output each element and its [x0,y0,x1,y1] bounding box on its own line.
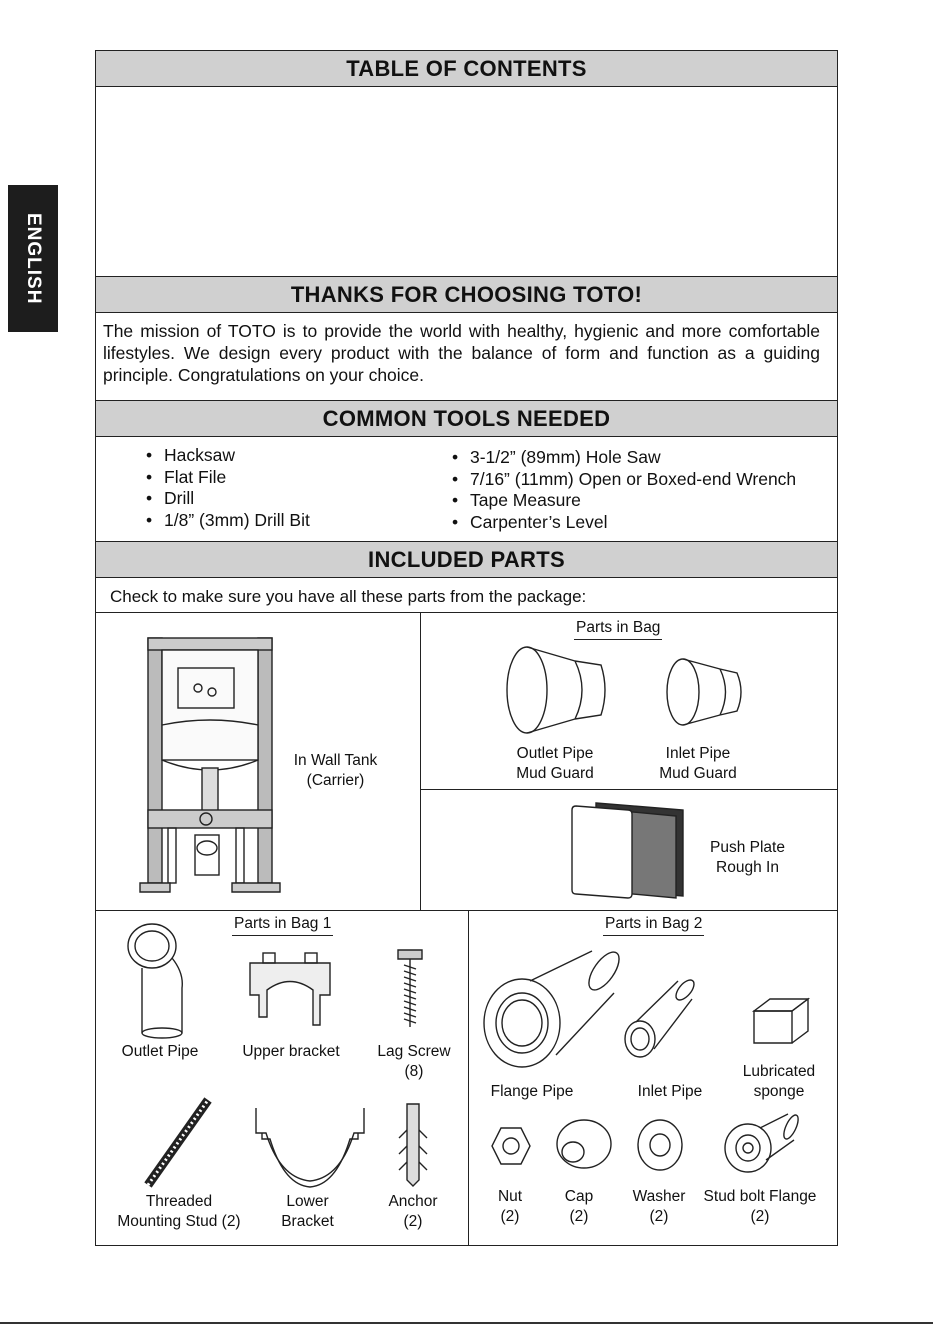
stud-bolt-flange-line1: Stud bolt Flange [703,1188,817,1205]
upper-bracket-icon [245,945,335,1030]
check-instruction: Check to make sure you have all these parts from the package: [110,587,587,606]
inlet-pipe-label: Inlet Pipe [637,1083,703,1100]
lower-bracket-label [270,1192,345,1232]
outlet-mud-guard-icon [505,645,605,735]
tool-item: • 1/8” (3mm) Drill Bit [146,510,310,532]
upper-bracket-label: Upper bracket [242,1043,340,1060]
tools-list-right [452,447,796,533]
tool-item: • Flat File [146,467,310,489]
bag-title: Parts in Bag [574,619,662,640]
washer-line2: (2) [649,1208,669,1225]
nut-line2: (2) [500,1208,520,1225]
language-tab-label: ENGLISH [23,212,44,305]
stud-bolt-flange-icon [722,1110,798,1175]
flange-pipe-icon [480,945,620,1075]
lower-bracket-icon [250,1103,370,1188]
tank-label-line2: (Carrier) [306,772,365,789]
outlet-mud-guard-label [505,744,605,784]
anchor-label [377,1192,449,1232]
lower-bracket-line2: Bracket [281,1213,334,1230]
nut-line1: Nut [497,1188,523,1205]
stud-bolt-flange-label [695,1187,825,1227]
thanks-header [95,276,838,313]
parts-header [95,541,838,578]
stud-line2: Mounting Stud (2) [117,1213,241,1230]
tool-item: • 3-1/2” (89mm) Hole Saw [452,447,796,469]
lubricated-sponge-icon [750,995,812,1047]
parts-title: INCLUDED PARTS [368,546,565,572]
toc-header [95,50,838,87]
inlet-mud-guard-label [648,744,748,784]
lag-screw-icon [395,945,425,1030]
cap-icon [555,1118,613,1170]
in-wall-tank-illustration [140,630,280,895]
washer-line1: Washer [632,1188,686,1205]
push-plate-line2: Rough In [716,859,779,876]
tool-item: • Hacksaw [146,445,310,467]
inlet-mud-guard-line1: Inlet Pipe [665,745,731,762]
stud-line1: Threaded [145,1193,213,1210]
inlet-pipe-icon [620,975,695,1060]
cap-line1: Cap [564,1188,594,1205]
tank-label [283,751,388,791]
divider [95,612,838,613]
thanks-title: THANKS FOR CHOOSING TOTO! [290,281,643,307]
tool-item: • 7/16” (11mm) Open or Boxed-end Wrench [452,469,796,491]
toc-title: TABLE OF CONTENTS [346,55,587,81]
outlet-mud-guard-line1: Outlet Pipe [516,745,594,762]
mission-paragraph: The mission of TOTO is to provide the world with healthy, hygienic and more comfortable lifestyles. We design every product with the balance of form and function as a guiding principle. Congratulations on your choice. [103,321,820,385]
divider [420,612,421,910]
anchor-line1: Anchor [388,1193,438,1210]
lag-screw-line2: (8) [404,1063,424,1080]
flange-pipe-label: Flange Pipe [490,1083,574,1100]
sponge-line2: sponge [753,1083,805,1100]
tools-title: COMMON TOOLS NEEDED [322,405,611,431]
cap-line2: (2) [569,1208,589,1225]
inlet-mud-guard-icon [665,657,745,727]
sponge-line1: Lubricated [742,1063,816,1080]
bag1-title: Parts in Bag 1 [232,915,333,936]
inlet-mud-guard-line2: Mud Guard [659,765,737,782]
anchor-line2: (2) [403,1213,423,1230]
stud-label [108,1192,250,1232]
lower-bracket-line1: Lower [286,1193,329,1210]
cap-label [555,1187,603,1227]
lag-screw-label [368,1042,460,1082]
outlet-mud-guard-line2: Mud Guard [516,765,594,782]
outlet-pipe-icon [122,918,192,1038]
bag2-title: Parts in Bag 2 [603,915,704,936]
push-plate-line1: Push Plate [710,839,785,856]
outlet-pipe-label: Outlet Pipe [121,1043,199,1060]
push-plate-label [700,838,795,878]
stud-bolt-flange-line2: (2) [750,1208,770,1225]
sponge-label [733,1062,825,1102]
divider [420,789,838,790]
divider [95,910,838,911]
nut-label [486,1187,534,1227]
nut-icon [490,1125,532,1167]
divider [468,910,469,1246]
language-tab [8,185,58,332]
washer-icon [635,1118,685,1173]
threaded-stud-icon [140,1095,215,1190]
tool-item: • Drill [146,488,310,510]
lag-screw-line1: Lag Screw [377,1043,451,1060]
tank-label-line1: In Wall Tank [293,752,378,769]
push-plate-rough-in-icon [568,798,693,908]
tool-item: • Carpenter’s Level [452,512,796,534]
tools-list-left [146,445,310,531]
anchor-icon [393,1100,433,1188]
tools-header [95,400,838,437]
tool-item: • Tape Measure [452,490,796,512]
washer-label [626,1187,692,1227]
